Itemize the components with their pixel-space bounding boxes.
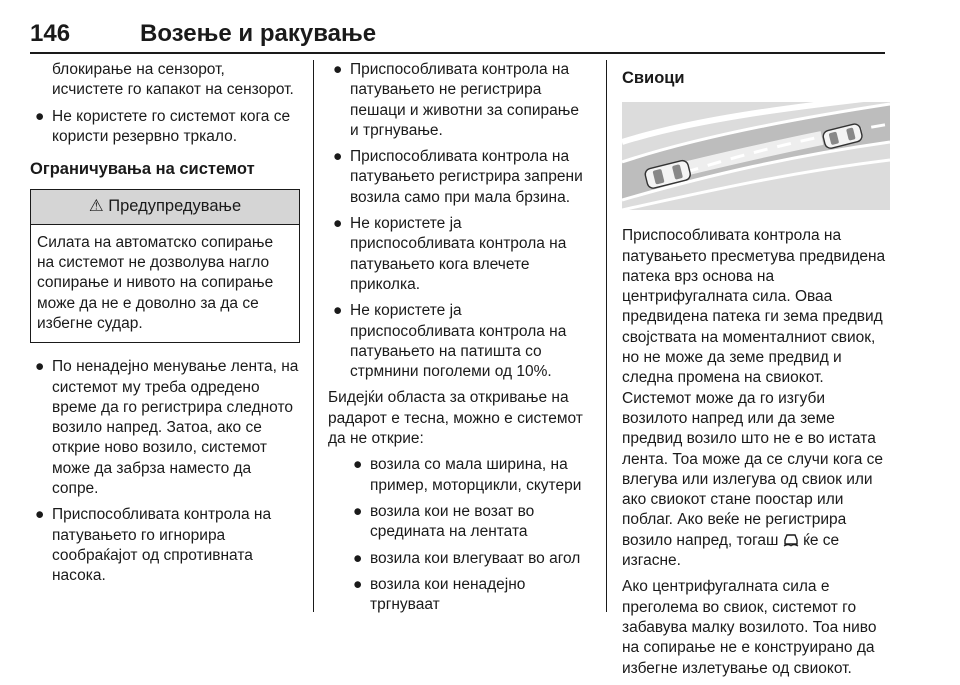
bullet-icon: ● [35,107,45,125]
bullet-icon: ● [333,302,343,320]
vehicle-ahead-icon [783,533,799,547]
paragraph-text: Приспособливата контрола на патувањето пресметува предвидена патека врз основа на центрифугалната сила. Оваа предвидена патека ги зема предвид својствата на моменталниот свиок, но не може да земе предвид и следна промена на свиокот. Системот може да го изгуби возилото напред или да земе предвид возило што не е во истата лента. Тоа може да се случи кога се влегува или излегува од свиок или ако свиокот стане поостар или поблаг. Ако веќе не регистрира возило напред, тогаш [622,227,886,549]
list-item-text: Не користете го системот кога се користи резервно тркало. [52,107,291,145]
continued-text: блокирање на сензорот, исчистете го капакот на сензорот. [52,61,294,99]
list-item-text: возила со мала ширина, на пример, моторцикли, скутери [370,456,582,494]
section-heading: Ограничувања на системот [30,160,255,179]
list-item-text: возила кои не возат во средината на лентата [370,502,535,541]
bullet-icon: ● [333,215,343,233]
list-item [328,575,590,616]
column-1 [30,60,300,593]
curve-road-icon [622,102,890,210]
column-2 [328,60,590,621]
paragraph: Ако центрифугалната сила е преголема во свиок, системот го забавува малку возилото. Тоа ниво на сопирање не е конструирано да избегне излетување од свиокот. [622,578,877,677]
bullet-list [328,60,590,382]
bullet-icon: ● [333,61,343,78]
curve-illustration [622,102,890,210]
list-item-text: Приспособливата контрола на патувањето не регистрира пешаци и животни за сопирање и тргнување. [350,61,579,139]
paragraph: Бидејќи областа за откривање на радарот е тесна, можно е системот да не открие: [328,389,583,448]
list-item [328,549,590,569]
bullet-icon: ● [35,506,45,524]
list-item [30,107,300,148]
list-item [328,455,590,496]
chapter-title: Возење и ракување [140,20,377,47]
list-item [328,147,590,208]
page-header [30,18,885,54]
sub-bullet-list [328,455,590,615]
bullet-icon: ● [353,549,363,567]
column-divider [313,60,314,612]
paragraph-text: ќе се изгасне. [622,531,840,570]
section-heading: Свиоци [622,69,685,87]
list-item [30,357,300,499]
paragraph [622,226,890,571]
bullet-icon: ● [353,456,363,474]
list-item-text: Приспособливата контрола на патувањето регистрира запрени возила само при мала брзина. [350,148,583,206]
bullet-icon: ● [333,148,343,166]
column-divider [606,60,607,612]
list-item-text: Не користете ја приспособливата контрола на патувањето кога влечете приколка. [350,215,567,293]
list-item-text: возила кои влегуваат во агол [370,549,581,567]
list-item [30,505,300,586]
list-item-text: Приспособливата контрола на патувањето го игнорира сообраќајот од спротивната насока. [52,506,272,585]
warning-header [31,190,299,224]
bullet-icon: ● [353,502,363,520]
warning-icon: ⚠ [88,197,104,216]
warning-box [30,189,300,343]
list-item [328,60,590,141]
warning-text: Силата на автоматско сопирање на системот не дозволува нагло сопирање и нивото на сопирање може да не е доволно за да се избегне судар. [37,233,274,332]
bullet-list [30,357,300,586]
list-item-text: возила кои ненадејно тргнуваат [370,575,526,614]
bullet-icon: ● [35,358,45,376]
warning-title: Предупредување [108,197,242,216]
column-3 [622,60,890,685]
bullet-list [30,107,300,148]
list-item [328,214,590,295]
page-number: 146 [30,20,71,47]
list-item [328,301,590,382]
bullet-icon: ● [353,575,363,593]
list-item-text: По ненадејно менување лента, на системот му треба одредено време да го регистрира следното возило напред. Затоа, ако се открие ново возило, системот може да забрза наместо да сопре. [52,358,299,498]
list-item-text: Не користете ја приспособливата контрола на патувањето на патишта со стрмнини поголеми од 10%. [350,302,567,381]
list-item [328,502,590,543]
